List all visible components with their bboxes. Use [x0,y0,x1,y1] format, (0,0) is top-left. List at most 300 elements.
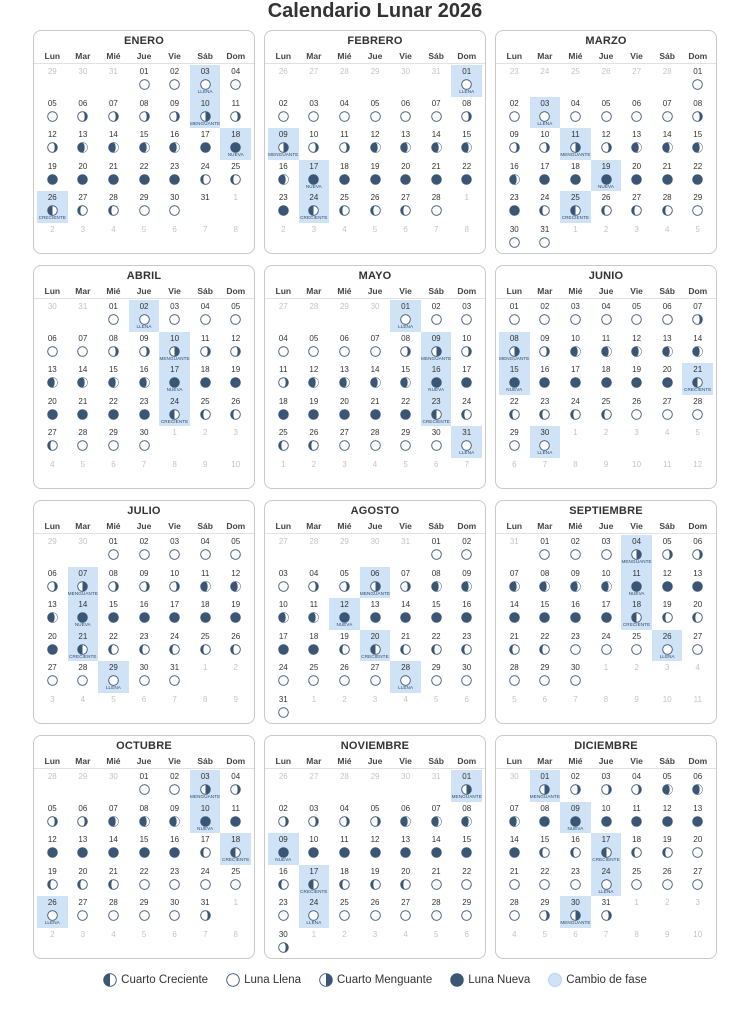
day-cell [159,598,190,630]
day-cell [421,833,452,865]
day-cell [530,802,561,834]
day-cell-outside [98,693,129,725]
day-cell-phase-change [299,191,330,223]
day-cell [621,833,652,865]
day-cell [37,833,68,865]
day-cell [390,426,421,458]
day-cell [68,865,99,897]
moon-icon [570,673,581,684]
day-cell [421,661,452,693]
day-number: 2 [603,224,609,234]
month-name: FEBRERO [347,35,403,47]
day-number: 27 [693,866,703,876]
day-number: 03 [200,67,210,76]
moon-icon [200,203,211,214]
day-cell [68,160,99,192]
moon-icon [461,782,472,793]
moon-icon [169,782,180,793]
phase-label: CRECIENTE [592,857,620,862]
day-number: 12 [309,365,319,374]
day-cell [329,630,360,662]
day-number: 2 [664,898,670,907]
phase-label: NUEVA [336,622,353,627]
weekday-label: Jue [136,521,152,531]
moon-icon [601,877,612,888]
day-number: 20 [693,835,703,844]
day-cell-outside [652,896,683,928]
moon-icon [230,877,241,888]
day-cell [451,833,482,865]
moon-icon [77,610,88,621]
day-number: 26 [662,631,672,641]
weekday-label: Dom [457,756,477,766]
day-number: 1 [233,898,238,907]
phase-label: MENGUANTE [190,120,221,126]
phase-label: NUEVA [275,857,292,862]
weekday-label: Dom [226,756,246,766]
day-cell [220,630,251,662]
month-febrero [264,30,486,254]
moon-icon [169,140,180,151]
moon-icon [230,642,241,653]
day-cell [159,833,190,865]
day-number: 25 [570,67,580,76]
moon-icon [400,109,411,120]
week-row [499,535,713,567]
day-number: 02 [570,772,580,781]
day-cell [621,770,652,802]
day-number: 4 [111,224,116,234]
day-number: 02 [509,98,519,108]
day-cell [268,896,299,928]
day-number: 5 [542,929,548,939]
weekday-header [34,755,254,769]
moon-icon [631,344,642,355]
week-row [37,802,251,834]
week-row [268,97,482,129]
day-cell-outside [190,426,221,458]
moon-icon [662,344,673,355]
day-number: 09 [278,130,288,139]
moon-icon [692,642,703,653]
moon-icon [200,579,211,590]
day-cell [499,661,530,693]
day-cell [451,128,482,160]
day-number: 11 [201,333,210,343]
day-number: 19 [47,866,57,876]
day-number: 18 [570,161,580,171]
weekday-label: Mié [337,286,352,296]
day-cell-outside [360,65,391,97]
day-cell [68,833,99,865]
day-cell [299,395,330,427]
weekday-label: Dom [688,51,708,61]
month-noviembre [264,735,486,959]
week-row [268,191,482,223]
moon-icon [662,375,673,386]
week-row [268,661,482,693]
day-number: 25 [632,631,642,641]
moon-icon [601,140,612,151]
phase-label: LLENA [136,324,152,329]
moon-icon [108,312,119,323]
week-row [499,896,713,928]
day-number: 03 [601,537,611,546]
day-cell [421,567,452,599]
moon-icon [77,877,88,888]
moon-icon [461,908,472,919]
day-cell-phase-change [190,770,221,802]
day-cell-outside [621,661,652,693]
moon-icon [631,172,642,183]
day-number: 19 [370,161,380,171]
day-cell [98,630,129,662]
day-cell [390,865,421,897]
day-cell [560,395,591,427]
day-cell [68,661,99,693]
day-number: 4 [372,459,378,469]
moon-icon [77,109,88,120]
weekday-label: Lun [275,286,292,296]
moon-icon [631,375,642,386]
day-number: 18 [601,365,611,374]
phase-label: MENGUANTE [359,590,391,596]
weekday-label: Lun [44,521,61,531]
day-number: 28 [108,898,118,907]
day-cell [98,535,129,567]
day-cell [220,97,251,129]
moon-icon [230,579,241,590]
moon-icon [400,203,411,214]
day-number: 26 [339,663,349,672]
day-number: 16 [278,866,288,876]
moon-icon [431,814,442,825]
weekday-label: Mar [75,756,91,766]
moon-icon [662,845,673,856]
phase-label: MENGUANTE [499,355,530,361]
moon-icon [631,109,642,120]
day-cell-phase-change [190,802,221,834]
weekday-label: Mar [537,521,553,531]
day-number: 31 [200,193,210,202]
day-number: 19 [231,365,241,374]
moon-icon [230,312,241,323]
day-number: 03 [200,772,210,781]
day-cell [220,802,251,834]
day-cell-outside [37,223,68,255]
phase-label: NUEVA [598,183,615,189]
phase-label: LLENA [537,120,553,126]
day-cell [591,363,622,395]
moon-icon [230,375,241,386]
day-number: 08 [401,333,411,343]
day-number: 16 [170,130,180,139]
weekday-label: Jue [367,756,383,766]
day-number: 12 [47,130,57,139]
day-number: 12 [231,333,241,343]
day-cell [37,363,68,395]
day-number: 15 [509,365,519,374]
moon-icon [601,547,612,558]
day-cell [560,363,591,395]
moon-icon [601,610,612,621]
day-cell [98,160,129,192]
day-cell [682,97,713,129]
weekday-label: Vie [168,756,181,766]
day-number: 24 [570,396,580,406]
day-cell [98,802,129,834]
day-cell-phase-change [451,770,482,802]
day-number: 04 [632,772,642,781]
day-cell-outside [329,65,360,97]
day-number: 10 [632,459,642,469]
day-cell-outside [591,223,622,255]
day-cell-outside [451,693,482,725]
weekday-label: Mar [75,286,91,296]
day-cell-phase-change [591,160,622,192]
day-number: 13 [401,835,411,844]
day-cell-phase-change [451,426,482,458]
day-cell-outside [190,458,221,490]
day-number: 18 [200,600,210,609]
moon-icon [539,908,550,919]
day-number: 1 [311,694,317,704]
day-cell [220,65,251,97]
day-number: 13 [370,600,380,609]
moon-icon [139,845,150,856]
day-number: 22 [462,161,472,171]
day-cell [499,395,530,427]
day-cell [98,191,129,223]
month-name: AGOSTO [350,505,400,517]
day-cell-outside [390,458,421,490]
day-cell [390,97,421,129]
phase-label: MENGUANTE [268,152,299,157]
week-row [37,630,251,662]
moon-icon [77,908,88,919]
weekday-label: Mié [337,51,352,61]
day-number: 7 [573,694,578,704]
moon-icon [139,673,150,684]
moon-icon [139,109,150,120]
day-number: 16 [570,835,580,844]
moon-icon [461,642,472,653]
week-row [37,300,251,332]
moon-icon [77,172,88,183]
day-number: 28 [370,428,380,437]
moon-icon [77,845,88,856]
day-cell-outside [621,223,652,255]
week-row [499,223,713,255]
day-cell-outside [299,693,330,725]
day-number: 22 [509,396,519,406]
day-number: 07 [108,98,118,108]
day-number: 1 [233,193,238,202]
day-cell-outside [299,928,330,960]
moon-icon [509,203,520,214]
day-number: 4 [111,929,116,939]
moon-icon [108,579,119,590]
moon-icon [431,312,442,323]
weekday-label: Mié [568,521,583,531]
week-row [268,395,482,427]
day-number: 08 [139,98,149,108]
day-number: 12 [662,803,672,813]
day-number: 13 [632,130,642,139]
day-number: 11 [663,459,672,469]
day-cell [652,865,683,897]
day-cell [530,661,561,693]
day-cell-phase-change [530,426,561,458]
day-number: 03 [309,98,319,108]
phase-label: LLENA [659,653,675,659]
day-cell [530,223,561,255]
day-cell-outside [390,223,421,255]
day-cell-outside [159,426,190,458]
weekday-label: Mié [568,51,583,61]
moon-icon [308,438,319,449]
weekday-label: Jue [136,51,152,61]
phase-label: NUEVA [506,387,523,392]
weekday-label: Vie [399,286,412,296]
day-cell-phase-change [499,363,530,395]
day-number: 13 [662,333,672,343]
day-cell [421,896,452,928]
week-row [268,128,482,160]
moon-icon [400,375,411,386]
phase-label: CRECIENTE [684,387,712,392]
day-cell-phase-change [560,191,591,223]
day-cell-phase-change [621,598,652,630]
day-number: 17 [540,161,550,171]
day-number: 6 [512,459,517,469]
day-number: 21 [78,631,88,641]
day-cell-outside [220,426,251,458]
moon-icon [308,140,319,151]
day-number: 11 [201,568,210,578]
day-cell-outside [390,928,421,960]
day-cell [268,395,299,427]
day-number: 16 [170,835,180,844]
day-cell [329,395,360,427]
day-number: 27 [401,898,411,907]
day-cell [591,802,622,834]
day-cell [159,535,190,567]
day-cell [591,896,622,928]
day-number: 04 [601,302,611,311]
weekday-label: Vie [630,286,643,296]
day-number: 6 [464,694,469,704]
moon-icon [200,877,211,888]
day-cell [159,97,190,129]
day-cell [451,300,482,332]
week-row [499,300,713,332]
moon-icon [400,814,411,825]
moon-icon [370,642,381,653]
day-cell [190,300,221,332]
day-number: 30 [170,193,180,202]
day-number: 13 [78,130,88,139]
day-number: 29 [339,537,349,546]
day-cell [530,833,561,865]
moon-icon [692,579,703,590]
day-cell [560,833,591,865]
day-cell [499,630,530,662]
moon-icon [200,407,211,418]
day-cell-outside [652,223,683,255]
moon-icon [47,610,58,621]
day-number: 23 [139,396,149,406]
day-cell [268,332,299,364]
day-cell-outside [591,426,622,458]
day-cell [390,833,421,865]
day-cell-outside [530,458,561,490]
day-cell [499,802,530,834]
day-cell-outside [499,535,530,567]
day-number: 7 [542,459,548,469]
moon-icon [108,814,119,825]
moon-icon [509,140,520,151]
day-cell [652,191,683,223]
day-cell [682,300,713,332]
moon-icon [47,344,58,355]
week-row [37,770,251,802]
day-number: 27 [339,428,349,437]
day-cell-phase-change [268,128,299,160]
moon-icon [47,172,58,183]
day-number: 19 [339,631,349,641]
day-cell-outside [421,770,452,802]
moon-icon [601,845,612,856]
day-cell [129,833,160,865]
moon-icon [139,438,150,449]
day-number: 22 [462,866,472,876]
day-number: 24 [309,193,319,202]
day-cell-phase-change [159,332,190,364]
day-number: 14 [509,600,519,609]
day-cell-outside [560,693,591,725]
moon-icon [539,877,550,888]
day-cell-outside [190,223,221,255]
day-number: 01 [540,537,550,546]
day-number: 19 [662,600,672,609]
day-number: 01 [462,67,472,76]
day-cell-outside [621,928,652,960]
moon-icon [339,407,350,418]
day-number: 08 [540,803,550,813]
moon-icon [539,610,550,621]
week-row [37,928,251,960]
day-number: 07 [78,333,88,343]
day-cell [220,300,251,332]
day-cell [68,191,99,223]
day-cell [390,191,421,223]
phase-label: LLENA [398,685,414,690]
day-number: 25 [309,663,319,672]
weekday-header [496,50,716,64]
day-number: 07 [509,803,519,813]
moon-icon [339,877,350,888]
week-row [37,97,251,129]
day-cell [268,661,299,693]
day-number: 15 [462,835,472,844]
week-row [37,833,251,865]
phase-label: CRECIENTE [160,418,189,424]
moon-icon [108,140,119,151]
moon-icon [169,908,180,919]
moon-icon [570,375,581,386]
day-number: 8 [172,459,177,469]
